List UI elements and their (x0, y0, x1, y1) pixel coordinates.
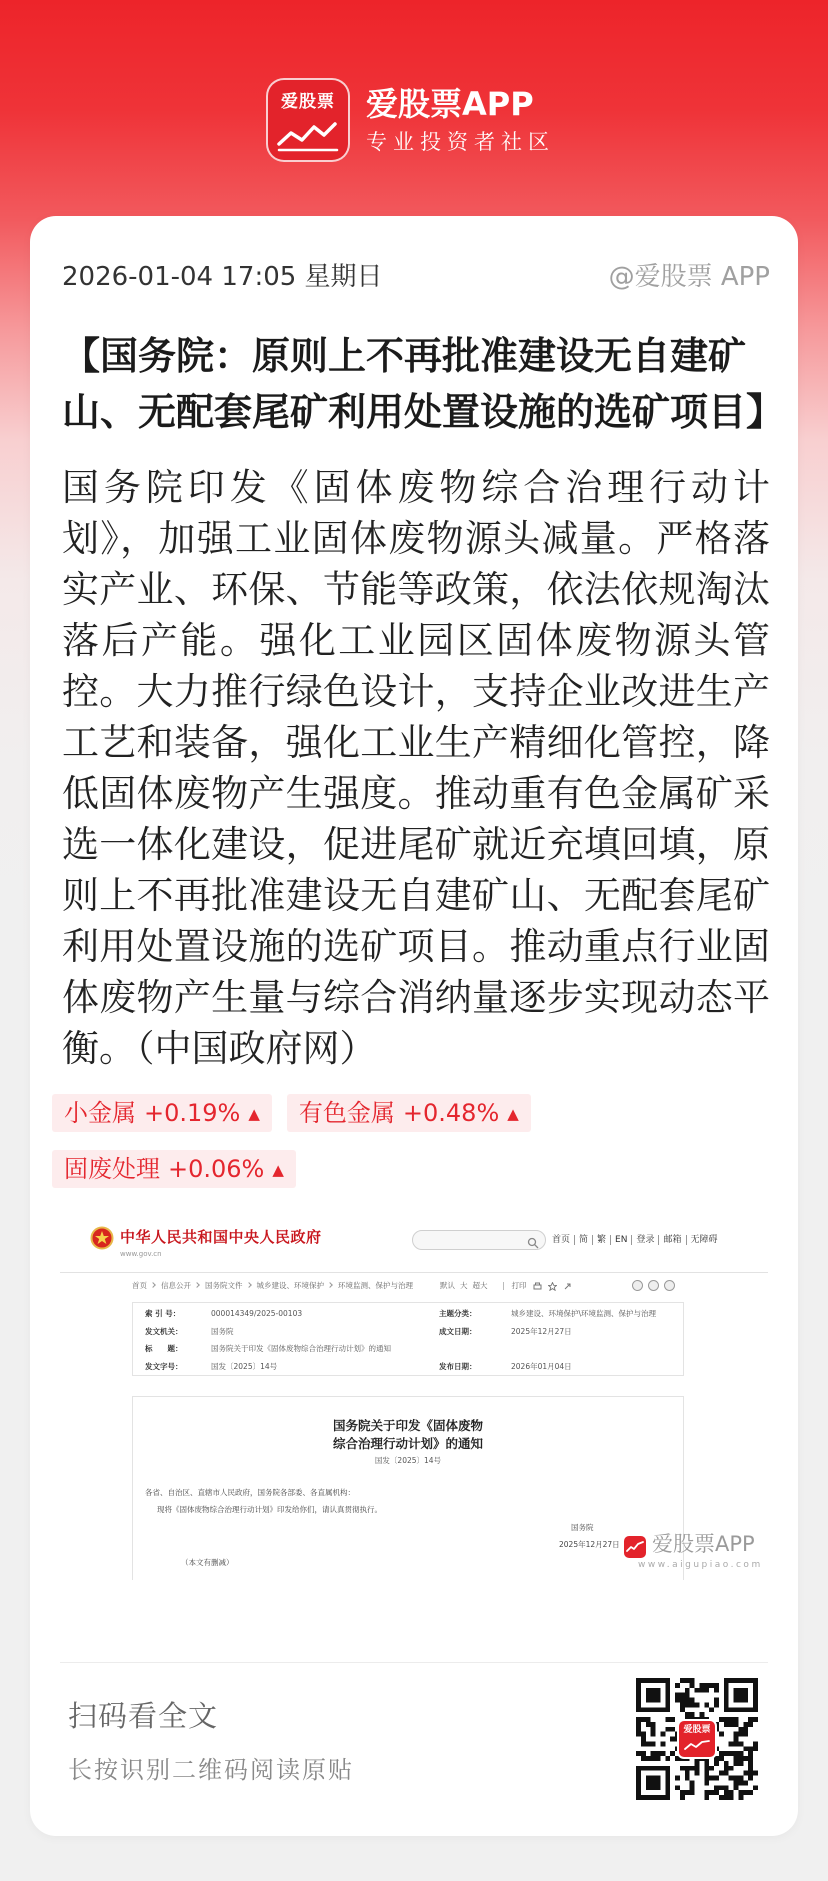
gov-site-url: www.gov.cn (120, 1250, 162, 1258)
sector-tag[interactable] (52, 1150, 296, 1188)
metadata-label: 标 题： (145, 1344, 183, 1353)
post-title: 【国务院：原则上不再批准建设无自建矿山、无配套尾矿利用处置设施的选矿项目】 (62, 334, 785, 434)
gov-page-tools (440, 1280, 572, 1292)
footer-divider (60, 1662, 768, 1663)
gov-site-title: 中华人民共和国中央人民政府 (120, 1228, 322, 1246)
font-size-option: 默认 (440, 1281, 455, 1290)
watermark-url: www.aigupiao.com (638, 1560, 763, 1570)
print-icon (533, 1282, 542, 1291)
metadata-label: 成文日期： (439, 1327, 477, 1336)
chart-line-icon (275, 118, 341, 154)
sector-tag-change: +0.19% (144, 1099, 241, 1127)
gov-nav-item: 无障碍 (686, 1235, 718, 1245)
star-icon (548, 1282, 557, 1291)
metadata-label: 索 引 号： (145, 1309, 181, 1318)
gov-nav-item: 首页 (552, 1235, 571, 1245)
stock-tags-row (52, 1150, 770, 1188)
gov-nav-item: EN (610, 1235, 627, 1245)
document-title: 综合治理行动计划》的通知 (332, 1436, 483, 1451)
document-title: 国务院关于印发《固体废物 (332, 1418, 483, 1433)
share-icon (563, 1282, 572, 1291)
metadata-value: 2026年01月04日 (511, 1362, 572, 1371)
metadata-value: 国务院 (211, 1327, 234, 1336)
metadata-value: 000014349/2025-00103 (211, 1309, 303, 1318)
search-icon (527, 1234, 539, 1246)
qr-finder-top-right (724, 1678, 758, 1712)
document-note: （本文有删减） (181, 1558, 234, 1567)
post-card (30, 216, 798, 1836)
watermark-brand: 爱股票APP (652, 1532, 755, 1556)
document-metadata-table (132, 1302, 684, 1376)
qr-finder-top-left (636, 1678, 670, 1712)
font-size-option: 大 (460, 1281, 468, 1290)
gov-nav-item: 简 (574, 1235, 588, 1245)
document-date: 2025年12月27日 (559, 1540, 620, 1549)
print-label: 打印 (511, 1281, 527, 1290)
document-body-box (132, 1396, 684, 1580)
metadata-value: 国发〔2025〕14号 (211, 1362, 278, 1371)
tools-divider (503, 1282, 504, 1290)
up-arrow-icon: ▲ (507, 1105, 519, 1123)
sector-tag[interactable] (287, 1094, 531, 1132)
sector-tag[interactable] (52, 1094, 272, 1132)
document-number: 国发〔2025〕14号 (374, 1456, 442, 1465)
gov-nav-item: 繁 (592, 1235, 606, 1245)
app-logo-icon (266, 78, 350, 162)
post-datetime: 2026-01-04 17:05 星期日 (62, 262, 383, 292)
qq-icon (664, 1280, 675, 1291)
gov-nav-item: 邮箱 (658, 1235, 681, 1245)
qr-finder-bottom-left (636, 1766, 670, 1800)
qr-logo-text: 爱股票 (683, 1725, 711, 1735)
app-brand-header (266, 78, 566, 162)
national-emblem-icon (90, 1226, 114, 1250)
sector-tag-name: 小金属 (64, 1099, 136, 1127)
metadata-label: 发文机关： (145, 1327, 183, 1336)
sector-tag-name: 固废处理 (64, 1155, 160, 1183)
attached-document-image (60, 1214, 768, 1580)
post-source: @爱股票 APP (608, 262, 770, 292)
document-signature: 国务院 (571, 1523, 594, 1532)
qr-center-logo (677, 1719, 717, 1759)
breadcrumb-item: 首页 (132, 1281, 147, 1290)
metadata-label: 发文字号： (145, 1362, 183, 1371)
post-body: 国务院印发《固体废物综合治理行动计划》，加强工业固体废物源头减量。严格落实产业、环保、节能等政策，依法依规淘汰落后产能。强化工业园区固体废物源头管控。大力推行绿色设计，支持企业改进生产工艺和装备，强化工业生产精细化管控，降低固体废物产生强度。推动重有色金属矿采选一体化建设，促进尾矿就近充填回填，原则上不再批准建设无自建矿山、无配套尾矿利用处置设施的选矿项目。推动重点行业固体废物产生量与综合消纳量逐步实现动态平衡。（中国政府网） (62, 466, 770, 1070)
metadata-label: 主题分类： (439, 1309, 477, 1318)
gov-search-box (412, 1230, 546, 1250)
metadata-value: 2025年12月27日 (511, 1327, 572, 1336)
watermark-logo-icon (624, 1536, 646, 1558)
social-share-icons (632, 1280, 680, 1291)
up-arrow-icon: ▲ (248, 1105, 260, 1123)
scan-label: 扫码看全文 (68, 1699, 219, 1733)
post-meta-row (62, 260, 770, 294)
sector-tag-name: 有色金属 (298, 1099, 395, 1127)
scan-hint: 长按识别二维码阅读原贴 (68, 1756, 354, 1784)
breadcrumb (132, 1280, 413, 1292)
chart-line-icon (683, 1739, 711, 1753)
document-recipients: 各省、自治区、直辖市人民政府，国务院各部委、各直属机构： (145, 1488, 355, 1497)
wechat-icon (648, 1280, 659, 1291)
up-arrow-icon: ▲ (272, 1161, 284, 1179)
sector-tag-change: +0.06% (168, 1155, 265, 1183)
app-logo-text: 爱股票 (281, 92, 335, 112)
app-name: 爱股票APP (366, 85, 534, 123)
document-text: 现将《固体废物综合治理行动计划》印发给你们，请认真贯彻执行。 (157, 1505, 382, 1514)
breadcrumb-item: 国务院文件 (191, 1281, 243, 1290)
stock-tags-row (52, 1094, 770, 1132)
weibo-icon (632, 1280, 643, 1291)
gov-top-nav (552, 1234, 718, 1246)
qr-code[interactable] (636, 1678, 758, 1800)
breadcrumb-item: 信息公开 (147, 1281, 191, 1290)
gov-nav-item: 登录 (631, 1235, 654, 1245)
metadata-label: 发布日期： (439, 1362, 477, 1371)
metadata-value: 国务院关于印发《固体废物综合治理行动计划》的通知 (211, 1344, 391, 1353)
app-tagline: 专业投资者社区 (366, 130, 555, 154)
gov-header-divider (60, 1272, 768, 1273)
breadcrumb-item: 环境监测、保护与治理 (324, 1281, 413, 1290)
metadata-value: 城乡建设、环境保护\环境监测、保护与治理 (511, 1309, 657, 1318)
font-size-option: 超大 (472, 1281, 488, 1290)
breadcrumb-item: 城乡建设、环境保护 (243, 1281, 325, 1290)
sector-tag-change: +0.48% (402, 1099, 500, 1127)
